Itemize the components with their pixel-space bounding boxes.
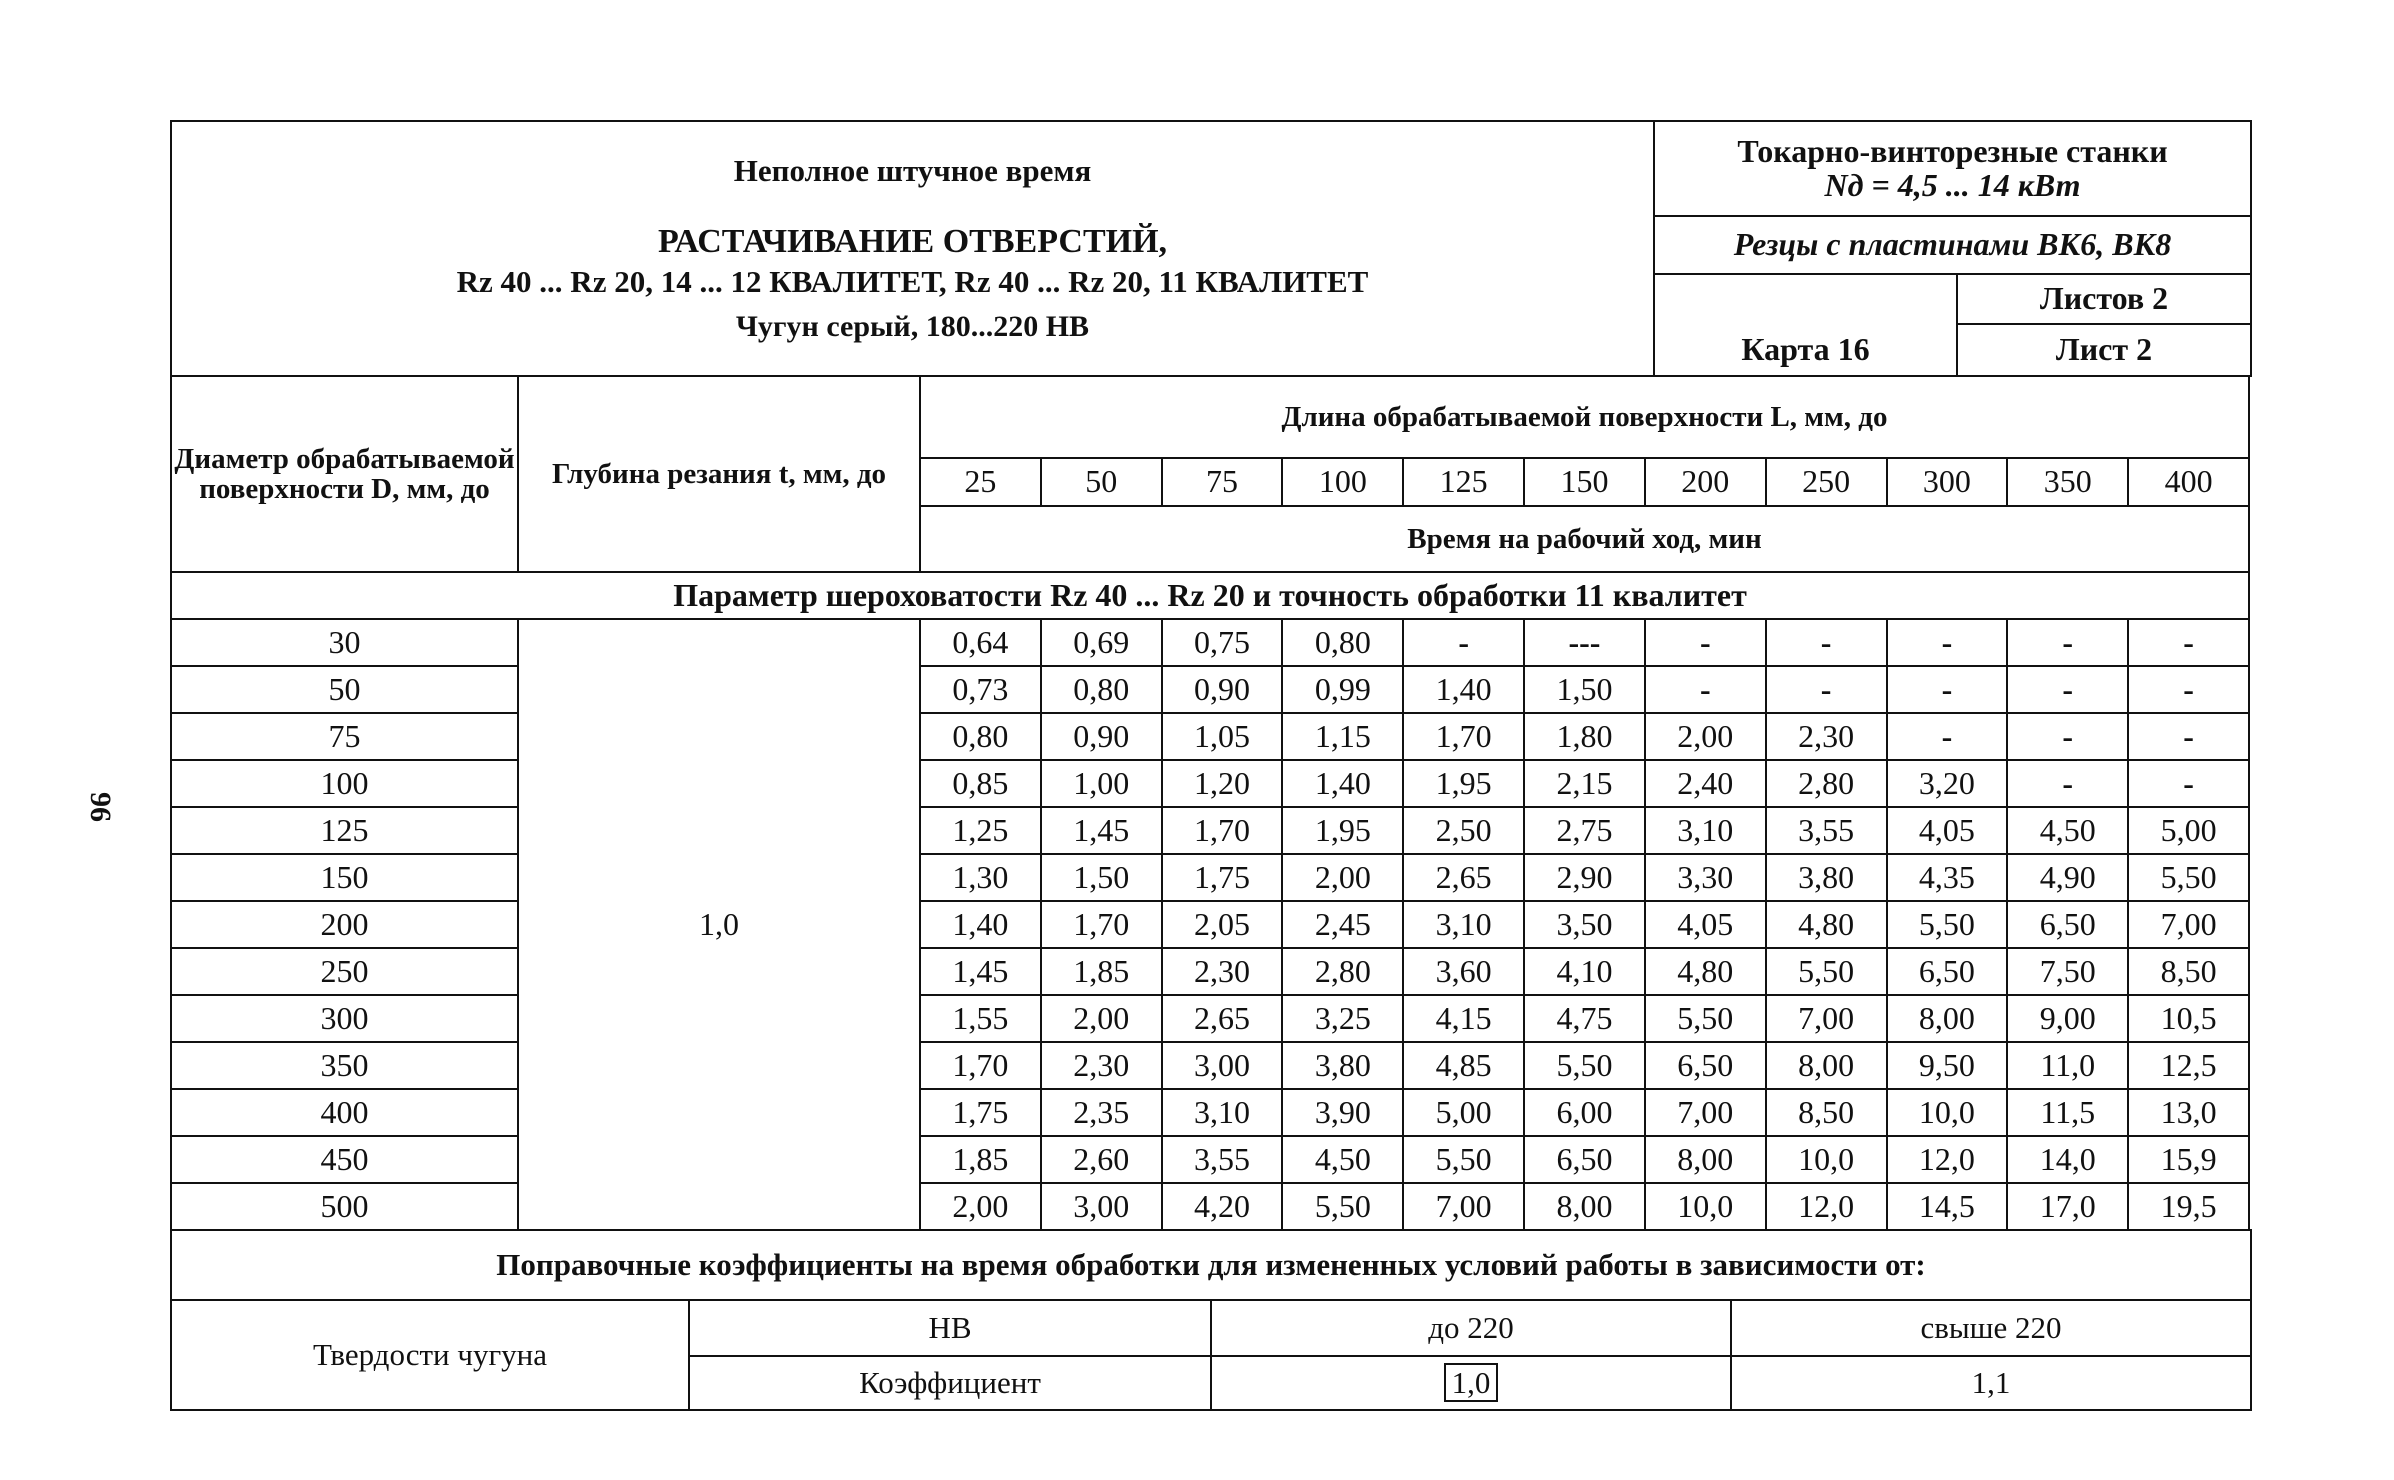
length-col-header: 75	[1162, 458, 1283, 506]
coefficient-1: 1,0	[1444, 1363, 1499, 1402]
tools-cell: Резцы с пластинами ВК6, ВК8	[1654, 216, 2251, 274]
time-value: -	[1403, 619, 1524, 666]
table-row	[171, 1183, 2249, 1230]
time-value: 2,00	[920, 1183, 1041, 1230]
length-col-header: 300	[1887, 458, 2008, 506]
correction-table	[170, 1229, 2252, 1411]
length-col-header: 150	[1524, 458, 1645, 506]
time-value: 2,45	[1282, 901, 1403, 948]
time-value: 5,50	[1282, 1183, 1403, 1230]
title-line-1: Неполное штучное время	[733, 152, 1092, 188]
time-value: 3,80	[1766, 854, 1887, 901]
time-value: 14,5	[1887, 1183, 2008, 1230]
table-row	[171, 1089, 2249, 1136]
table-row	[171, 666, 2249, 713]
time-value: 6,50	[1887, 948, 2008, 995]
coefficient-1-cell	[1211, 1356, 1731, 1410]
time-value: 3,00	[1041, 1183, 1162, 1230]
time-value: 10,0	[1887, 1089, 2008, 1136]
time-value: 3,10	[1403, 901, 1524, 948]
table-row	[171, 713, 2249, 760]
card-title-block	[171, 121, 1654, 376]
diameter-value: 30	[171, 619, 518, 666]
time-value: 4,15	[1403, 995, 1524, 1042]
time-value: 1,45	[1041, 807, 1162, 854]
time-value: 0,73	[920, 666, 1041, 713]
time-value: 12,0	[1887, 1136, 2008, 1183]
time-value: 2,15	[1524, 760, 1645, 807]
time-value: 10,0	[1645, 1183, 1766, 1230]
time-value: 2,80	[1766, 760, 1887, 807]
time-value: 10,0	[1766, 1136, 1887, 1183]
time-value: -	[1766, 666, 1887, 713]
time-value: -	[1887, 713, 2008, 760]
length-col-header: 400	[2128, 458, 2249, 506]
time-value: 12,0	[1766, 1183, 1887, 1230]
time-value: 2,50	[1403, 807, 1524, 854]
coefficient-label: Коэффициент	[689, 1356, 1211, 1410]
time-value: 1,70	[920, 1042, 1041, 1089]
normative-card	[170, 120, 2250, 1412]
time-value: 1,70	[1041, 901, 1162, 948]
diameter-value: 350	[171, 1042, 518, 1089]
time-value: 1,80	[1524, 713, 1645, 760]
diameter-value: 100	[171, 760, 518, 807]
time-value: 11,0	[2007, 1042, 2128, 1089]
time-value: 4,80	[1766, 901, 1887, 948]
time-value: 0,85	[920, 760, 1041, 807]
machine-power: Nд = 4,5 ... 14 кВт	[1824, 166, 2081, 203]
time-value: -	[2007, 619, 2128, 666]
time-value: 4,20	[1162, 1183, 1283, 1230]
table-row	[171, 901, 2249, 948]
title-line-2: РАСТАЧИВАНИЕ ОТВЕРСТИЙ,	[657, 222, 1168, 260]
time-value: -	[2128, 619, 2249, 666]
diameter-value: 500	[171, 1183, 518, 1230]
length-col-header: 50	[1041, 458, 1162, 506]
time-value: -	[1887, 619, 2008, 666]
time-value: 1,15	[1282, 713, 1403, 760]
time-value: 5,50	[1403, 1136, 1524, 1183]
time-value: 2,00	[1645, 713, 1766, 760]
time-value: 1,00	[1041, 760, 1162, 807]
machine-cell	[1654, 121, 2251, 216]
time-value: ---	[1524, 619, 1645, 666]
time-value: 2,90	[1524, 854, 1645, 901]
sheet-number: Лист 2	[1957, 324, 2251, 376]
time-value: 1,85	[1041, 948, 1162, 995]
time-value: 4,50	[2007, 807, 2128, 854]
time-value: 3,25	[1282, 995, 1403, 1042]
time-value: 1,70	[1403, 713, 1524, 760]
time-value: 1,75	[920, 1089, 1041, 1136]
time-value: 6,50	[1645, 1042, 1766, 1089]
table-row	[171, 1042, 2249, 1089]
time-value: 0,75	[1162, 619, 1283, 666]
time-value: 2,60	[1041, 1136, 1162, 1183]
time-value: 7,00	[1645, 1089, 1766, 1136]
length-col-header: 350	[2007, 458, 2128, 506]
card-header	[170, 120, 2252, 377]
time-value: 3,55	[1766, 807, 1887, 854]
diameter-value: 300	[171, 995, 518, 1042]
range-2: свыше 220	[1731, 1300, 2251, 1356]
time-value: 2,00	[1041, 995, 1162, 1042]
time-value: 7,50	[2007, 948, 2128, 995]
time-value: 3,00	[1162, 1042, 1283, 1089]
section-title: Параметр шероховатости Rz 40 ... Rz 20 и точность обработки 11 квалитет	[171, 572, 2249, 619]
time-value: 2,00	[1282, 854, 1403, 901]
time-value: 1,50	[1524, 666, 1645, 713]
time-value: 3,20	[1887, 760, 2008, 807]
depth-header: Глубина резания t, мм, до	[518, 376, 920, 572]
diameter-header: Диаметр обрабатываемой поверхности D, мм, до	[171, 376, 518, 572]
time-value: 17,0	[2007, 1183, 2128, 1230]
time-value: 7,00	[1766, 995, 1887, 1042]
time-value: 7,00	[2128, 901, 2249, 948]
time-header: Время на рабочий ход, мин	[920, 506, 2249, 572]
time-value: 1,85	[920, 1136, 1041, 1183]
time-value: 5,00	[2128, 807, 2249, 854]
correction-title: Поправочные коэффициенты на время обработки для измененных условий работы в зависимости от:	[171, 1230, 2251, 1300]
time-value: 4,05	[1887, 807, 2008, 854]
time-value: -	[2007, 666, 2128, 713]
diameter-value: 450	[171, 1136, 518, 1183]
time-value: 9,50	[1887, 1042, 2008, 1089]
table-row	[171, 854, 2249, 901]
time-value: 2,75	[1524, 807, 1645, 854]
time-value: 3,60	[1403, 948, 1524, 995]
time-value: -	[2128, 666, 2249, 713]
time-value: 5,50	[1887, 901, 2008, 948]
correction-factor: Твердости чугуна	[171, 1300, 689, 1410]
time-value: 1,40	[920, 901, 1041, 948]
time-value: -	[2128, 760, 2249, 807]
time-value: 4,90	[2007, 854, 2128, 901]
time-value: 2,65	[1403, 854, 1524, 901]
time-value: 5,50	[1766, 948, 1887, 995]
time-value: 2,65	[1162, 995, 1283, 1042]
time-value: 5,50	[1524, 1042, 1645, 1089]
diameter-value: 250	[171, 948, 518, 995]
diameter-value: 50	[171, 666, 518, 713]
table-row	[171, 948, 2249, 995]
time-value: 8,50	[2128, 948, 2249, 995]
title-line-3: Rz 40 ... Rz 20, 14 ... 12 КВАЛИТЕТ, Rz 40 ... Rz 20, 11 КВАЛИТЕТ	[456, 264, 1369, 299]
time-value: 3,55	[1162, 1136, 1283, 1183]
table-row	[171, 760, 2249, 807]
time-value: 4,85	[1403, 1042, 1524, 1089]
sheets-total: Листов 2	[1957, 274, 2251, 324]
diameter-value: 400	[171, 1089, 518, 1136]
length-col-header: 125	[1403, 458, 1524, 506]
time-value: 6,50	[1524, 1136, 1645, 1183]
time-value: 0,80	[1041, 666, 1162, 713]
time-value: 2,30	[1041, 1042, 1162, 1089]
time-value: 10,5	[2128, 995, 2249, 1042]
time-value: 1,95	[1403, 760, 1524, 807]
diameter-value: 75	[171, 713, 518, 760]
time-value: 4,10	[1524, 948, 1645, 995]
time-value: 0,80	[920, 713, 1041, 760]
time-value: 1,55	[920, 995, 1041, 1042]
coefficient-2: 1,1	[1731, 1356, 2251, 1410]
time-value: 19,5	[2128, 1183, 2249, 1230]
time-value: 9,00	[2007, 995, 2128, 1042]
table-row	[171, 995, 2249, 1042]
time-value: 0,90	[1162, 666, 1283, 713]
time-value: 1,40	[1282, 760, 1403, 807]
time-value: 1,40	[1403, 666, 1524, 713]
time-value: 1,45	[920, 948, 1041, 995]
length-col-header: 200	[1645, 458, 1766, 506]
time-value: 4,75	[1524, 995, 1645, 1042]
time-value: 3,90	[1282, 1089, 1403, 1136]
time-value: 3,10	[1645, 807, 1766, 854]
length-header: Длина обрабатываемой поверхности L, мм, до	[920, 376, 2249, 458]
time-value: 4,35	[1887, 854, 2008, 901]
time-value: 1,50	[1041, 854, 1162, 901]
time-value: 1,20	[1162, 760, 1283, 807]
page-number: 96	[84, 792, 117, 822]
time-value: -	[2128, 713, 2249, 760]
time-value: 14,0	[2007, 1136, 2128, 1183]
time-value: 4,05	[1645, 901, 1766, 948]
time-value: 1,70	[1162, 807, 1283, 854]
time-value: 2,35	[1041, 1089, 1162, 1136]
time-value: 3,30	[1645, 854, 1766, 901]
diameter-value: 150	[171, 854, 518, 901]
time-value: 13,0	[2128, 1089, 2249, 1136]
time-value: 8,00	[1645, 1136, 1766, 1183]
time-value: 3,10	[1162, 1089, 1283, 1136]
time-value: 0,69	[1041, 619, 1162, 666]
time-value: 15,9	[2128, 1136, 2249, 1183]
time-value: 1,95	[1282, 807, 1403, 854]
time-value: 4,50	[1282, 1136, 1403, 1183]
time-value: 12,5	[2128, 1042, 2249, 1089]
diameter-value: 200	[171, 901, 518, 948]
time-value: 0,90	[1041, 713, 1162, 760]
time-value: -	[1887, 666, 2008, 713]
time-value: 8,00	[1766, 1042, 1887, 1089]
time-table	[170, 375, 2250, 1231]
time-value: 2,40	[1645, 760, 1766, 807]
table-row	[171, 1136, 2249, 1183]
title-line-4: Чугун серый, 180...220 НВ	[735, 309, 1090, 343]
time-value: 1,30	[920, 854, 1041, 901]
time-value: 0,64	[920, 619, 1041, 666]
length-col-header: 25	[920, 458, 1041, 506]
time-value: 2,30	[1162, 948, 1283, 995]
card-number: Карта 16	[1654, 274, 1957, 376]
time-value: 6,50	[2007, 901, 2128, 948]
time-value: 5,00	[1403, 1089, 1524, 1136]
time-value: 3,80	[1282, 1042, 1403, 1089]
time-value: 5,50	[1645, 995, 1766, 1042]
time-value: 8,00	[1887, 995, 2008, 1042]
time-value: 4,80	[1645, 948, 1766, 995]
time-value: 1,25	[920, 807, 1041, 854]
time-value: -	[1766, 619, 1887, 666]
time-value: 6,00	[1524, 1089, 1645, 1136]
time-value: -	[2007, 760, 2128, 807]
time-value: 1,75	[1162, 854, 1283, 901]
length-col-header: 250	[1766, 458, 1887, 506]
length-col-header: 100	[1282, 458, 1403, 506]
depth-value: 1,0	[518, 619, 920, 1230]
time-value: 3,50	[1524, 901, 1645, 948]
time-value: -	[2007, 713, 2128, 760]
diameter-value: 125	[171, 807, 518, 854]
time-value: 2,80	[1282, 948, 1403, 995]
time-value: 2,05	[1162, 901, 1283, 948]
table-row	[171, 807, 2249, 854]
table-row	[171, 619, 2249, 666]
time-value: 5,50	[2128, 854, 2249, 901]
time-value: -	[1645, 666, 1766, 713]
time-value: 8,50	[1766, 1089, 1887, 1136]
correction-param: НВ	[689, 1300, 1211, 1356]
time-value: 2,30	[1766, 713, 1887, 760]
range-1: до 220	[1211, 1300, 1731, 1356]
time-value: 0,99	[1282, 666, 1403, 713]
time-value: 8,00	[1524, 1183, 1645, 1230]
time-value: 7,00	[1403, 1183, 1524, 1230]
time-value: -	[1645, 619, 1766, 666]
time-value: 0,80	[1282, 619, 1403, 666]
time-value: 11,5	[2007, 1089, 2128, 1136]
time-value: 1,05	[1162, 713, 1283, 760]
machine-type: Токарно-винторезные станки	[1737, 132, 2168, 169]
